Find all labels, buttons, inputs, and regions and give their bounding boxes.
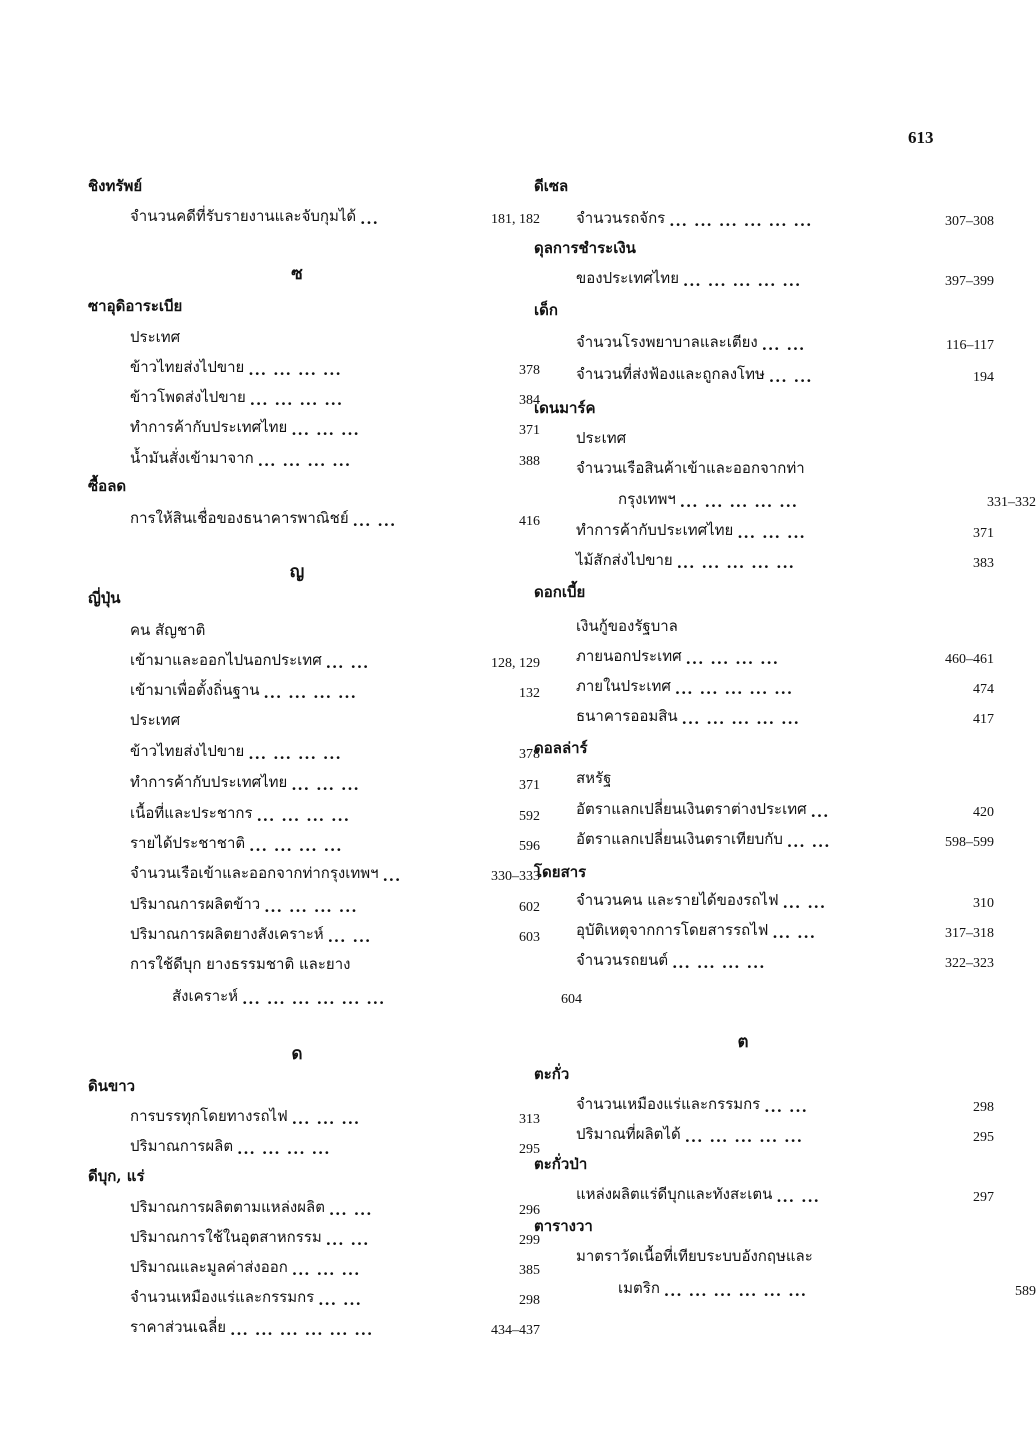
index-entry <box>534 1116 994 1146</box>
index-entry <box>88 978 582 1008</box>
section-letter: ซ <box>291 264 303 284</box>
entry-text: ตะกั่วป่า <box>534 1155 588 1173</box>
leader-dots: ... ... ... ... <box>685 650 779 668</box>
page-reference: 307–308 <box>945 214 994 229</box>
page-reference: 298 <box>519 1293 540 1308</box>
entry-text: จำนวนที่ส่งฟ้องและถูกลงโทษ <box>576 365 765 383</box>
entry-text: อัตราแลกเปลี่ยนเงินตราเทียบกับ <box>576 830 783 848</box>
index-heading <box>88 580 498 610</box>
entry-text: อัตราแลกเปลี่ยนเงินตราต่างประเทศ <box>576 800 807 818</box>
leader-dots: ... ... <box>786 833 831 851</box>
page-number: 613 <box>908 128 934 147</box>
entry-text: เงินกู้ของรัฐบาล <box>576 617 678 635</box>
index-entry <box>88 379 540 409</box>
entry-text: จำนวนเหมืองแร่และกรรมกร <box>130 1288 315 1306</box>
entry-text: ทำการค้ากับประเทศไทย <box>130 773 288 791</box>
leader-dots: ... ... ... ... <box>249 391 344 409</box>
page-reference: 474 <box>973 682 994 697</box>
page-reference: 132 <box>519 686 540 701</box>
page-reference: 322–323 <box>945 956 994 971</box>
index-heading <box>534 730 952 760</box>
leader-dots: ... ... ... ... ... ... <box>242 990 386 1008</box>
index-entry <box>534 450 994 480</box>
page-reference: 604 <box>561 992 582 1007</box>
leader-dots: ... ... <box>327 928 372 946</box>
index-entry <box>88 612 540 642</box>
page-reference: 317–318 <box>945 926 994 941</box>
entry-text: ปริมาณการใช้ในอุตสาหกรรม <box>130 1228 322 1246</box>
entry-text: จำนวนคดีที่รับรายงานและจับกุมได้ <box>130 207 357 225</box>
leader-dots: ... ... <box>764 1098 808 1116</box>
index-heading <box>88 288 498 318</box>
index-entry <box>88 946 540 976</box>
entry-text: เนื้อที่และประชากร <box>130 804 253 822</box>
index-heading <box>534 230 952 260</box>
entry-text: ดินขาว <box>88 1077 136 1095</box>
leader-dots: ... ... <box>782 894 827 912</box>
leader-dots: ... ... ... ... ... ... <box>663 1282 808 1300</box>
entry-text: จำนวนคน และรายได้ของรถไฟ <box>576 891 779 909</box>
index-entry <box>534 760 994 790</box>
index-entry <box>88 733 540 763</box>
entry-text: จำนวนรถจักร <box>576 209 666 227</box>
index-entry <box>534 356 994 386</box>
index-entry <box>88 886 540 916</box>
entry-text: ทำการค้ากับประเทศไทย <box>576 521 734 539</box>
entry-text: สังเคราะห์ <box>172 987 239 1005</box>
entry-text: ประเทศ <box>576 429 627 447</box>
leader-dots: ... ... ... <box>291 776 360 794</box>
leader-dots: ... ... ... ... <box>249 837 343 855</box>
page-reference: 420 <box>973 805 994 820</box>
leader-dots: ... <box>382 867 402 885</box>
entry-text: ทำการค้ากับประเทศไทย <box>130 418 288 436</box>
entry-text: การใช้ดีบุก ยางธรรมชาติ และยาง <box>130 955 351 973</box>
entry-text: กรุงเทพฯ <box>618 490 676 508</box>
index-heading <box>534 168 952 198</box>
leader-dots: ... ... ... ... ... <box>674 680 794 698</box>
entry-text: เมตริก <box>618 1279 660 1297</box>
leader-dots: ... ... ... ... ... <box>684 1128 803 1146</box>
entry-text: ปริมาณการผลิตตามแหล่งผลิต <box>130 1198 325 1216</box>
index-entry <box>534 698 994 728</box>
page-reference: 296 <box>519 1203 540 1218</box>
page-reference: 298 <box>973 1100 994 1115</box>
entry-text: ดีบุก, แร่ <box>88 1167 145 1185</box>
index-entry <box>534 1176 994 1206</box>
entry-text: ข้าวโพดส่งไปขาย <box>130 388 246 406</box>
page-reference: 371 <box>973 526 994 541</box>
leader-dots: ... ... ... <box>291 1261 361 1279</box>
index-entry <box>534 912 994 942</box>
entry-text: ดุลการชำระเงิน <box>534 239 636 257</box>
index-entry <box>534 324 994 354</box>
entry-text: จำนวนเรือสินค้าเข้าและออกจากท่า <box>576 459 805 477</box>
page-reference: 116–117 <box>946 338 994 353</box>
index-entry <box>88 409 540 439</box>
page-reference: 592 <box>519 809 540 824</box>
index-entry <box>88 795 540 825</box>
page-reference: 388 <box>519 454 540 469</box>
entry-text: ภายนอกประเทศ <box>576 647 682 665</box>
index-entry <box>534 668 994 698</box>
entry-text: จำนวนโรงพยาบาลและเตียง <box>576 333 758 351</box>
leader-dots: ... ... ... ... ... <box>682 272 802 290</box>
leader-dots: ... ... <box>776 1188 820 1206</box>
index-heading <box>88 468 498 498</box>
page-reference: 295 <box>519 1142 540 1157</box>
index-entry <box>534 821 994 851</box>
index-heading <box>88 1158 498 1188</box>
page-reference: 299 <box>519 1233 540 1248</box>
entry-text: จำนวนเหมืองแร่และกรรมกร <box>576 1095 761 1113</box>
leader-dots: ... ... <box>768 368 813 386</box>
leader-dots: ... ... ... ... <box>248 361 342 379</box>
entry-text: ซื้อลด <box>88 477 127 495</box>
leader-dots: ... <box>360 210 379 228</box>
page-reference: 460–461 <box>945 652 994 667</box>
index-entry <box>88 672 540 702</box>
index-entry <box>534 1086 994 1116</box>
index-entry <box>534 512 994 542</box>
index-entry <box>88 1098 540 1128</box>
leader-dots: ... ... ... ... ... ... <box>230 1321 374 1339</box>
page-reference: 128, 129 <box>491 656 540 671</box>
index-heading <box>534 1208 952 1238</box>
entry-text: ข้าวไทยส่งไปขาย <box>130 358 245 376</box>
entry-text: การให้สินเชื่อของธนาคารพาณิชย์ <box>130 509 349 527</box>
leader-dots: ... ... <box>328 1201 373 1219</box>
index-entry <box>534 1270 1036 1300</box>
page-reference: 310 <box>973 896 994 911</box>
index-entry <box>88 855 540 885</box>
entry-text: ปริมาณที่ผลิตได้ <box>576 1125 681 1143</box>
page-reference: 602 <box>519 900 540 915</box>
leader-dots: ... ... ... ... <box>264 898 358 916</box>
entry-text: อุบัติเหตุจากการโดยสารรถไฟ <box>576 921 769 939</box>
leader-dots: ... ... ... ... <box>257 452 352 470</box>
entry-text: ดอกเบี้ย <box>534 583 586 601</box>
page-reference: 598–599 <box>945 835 994 850</box>
entry-text: เข้ามาและออกไปนอกประเทศ <box>130 651 322 669</box>
leader-dots: ... ... ... ... <box>237 1140 331 1158</box>
index-heading <box>534 390 952 420</box>
leader-dots: ... <box>810 803 830 821</box>
page-reference: 297 <box>973 1190 994 1205</box>
entry-text: จำนวนรถยนต์ <box>576 951 669 969</box>
index-entry <box>88 642 540 672</box>
entry-text: ปริมาณการผลิตยางสังเคราะห์ <box>130 925 324 943</box>
entry-text: ญี่ปุ่น <box>88 589 121 607</box>
page-reference: 434–437 <box>491 1323 540 1338</box>
page-reference: 378 <box>519 363 540 378</box>
index-entry <box>88 1189 540 1219</box>
leader-dots: ... ... ... ... ... <box>679 493 799 511</box>
index-entry <box>88 1279 540 1309</box>
index-entry <box>534 542 994 572</box>
entry-text: จำนวนเรือเข้าและออกจากท่ากรุงเทพฯ <box>130 864 379 882</box>
index-entry <box>88 1128 540 1158</box>
leader-dots: ... ... ... <box>291 421 360 439</box>
leader-dots: ... ... <box>352 512 397 530</box>
leader-dots: ... ... ... ... <box>256 807 350 825</box>
leader-dots: ... ... ... ... ... <box>676 554 795 572</box>
leader-dots: ... ... <box>318 1291 362 1309</box>
index-heading <box>534 574 952 604</box>
index-entry <box>88 1309 540 1339</box>
index-entry <box>88 702 540 732</box>
leader-dots: ... ... <box>325 1231 370 1249</box>
entry-text: ปริมาณและมูลค่าส่งออก <box>130 1258 288 1276</box>
index-heading <box>534 854 952 884</box>
entry-text: ปริมาณการผลิต <box>130 1137 234 1155</box>
entry-text: มาตราวัดเนื้อที่เทียบระบบอังกฤษและ <box>576 1247 813 1265</box>
page-reference: 313 <box>519 1112 540 1127</box>
entry-text: คน สัญชาติ <box>130 621 206 639</box>
page-reference: 378 <box>519 747 540 762</box>
leader-dots: ... ... ... <box>737 524 806 542</box>
entry-text: ดีเซล <box>534 177 569 195</box>
entry-text: แหล่งผลิตแร่ดีบุกและทังสะเตน <box>576 1185 773 1203</box>
index-heading <box>534 1056 952 1086</box>
page-reference: 331–332 <box>987 495 1036 510</box>
index-entry <box>88 825 540 855</box>
section-letter: ต <box>737 1032 749 1052</box>
index-heading <box>88 1068 498 1098</box>
page-reference: 384 <box>519 393 540 408</box>
entry-text: รายได้ประชาชาติ <box>130 834 246 852</box>
entry-text: ดอลล่าร์ <box>534 739 588 757</box>
index-heading <box>88 168 498 198</box>
entry-text: เข้ามาเพื่อตั้งถิ่นฐาน <box>130 681 260 699</box>
leader-dots: ... ... <box>761 336 806 354</box>
page-reference: 385 <box>519 1263 540 1278</box>
entry-text: ธนาคารออมสิน <box>576 707 678 725</box>
index-entry <box>534 200 994 230</box>
leader-dots: ... ... ... <box>291 1110 361 1128</box>
index-entry <box>534 638 994 668</box>
entry-text: ไม้สักส่งไปขาย <box>576 551 673 569</box>
page-reference: 589 <box>1015 1284 1036 1299</box>
entry-text: สหรัฐ <box>576 769 612 787</box>
index-entry <box>534 942 994 972</box>
index-entry <box>534 608 994 638</box>
entry-text: ประเทศ <box>130 711 181 729</box>
index-entry <box>88 198 540 228</box>
index-entry <box>88 764 540 794</box>
page-reference: 417 <box>973 712 994 727</box>
page-reference: 371 <box>519 423 540 438</box>
entry-text: ชิงทรัพย์ <box>88 177 143 195</box>
leader-dots: ... ... ... ... ... ... <box>669 212 813 230</box>
index-entry <box>88 319 540 349</box>
index-heading <box>534 1146 952 1176</box>
entry-text: ประเทศ <box>130 328 181 346</box>
entry-text: น้ำมันสั่งเข้ามาจาก <box>130 449 254 467</box>
index-entry <box>534 791 994 821</box>
entry-text: ภายในประเทศ <box>576 677 671 695</box>
entry-text: ราคาส่วนเฉลี่ย <box>130 1318 227 1336</box>
index-entry <box>88 1219 540 1249</box>
entry-text: ตารางวา <box>534 1217 593 1235</box>
entry-text: เดนมาร์ค <box>534 399 596 417</box>
leader-dots: ... ... <box>325 654 370 672</box>
index-entry <box>534 1238 994 1268</box>
entry-text: เด็ก <box>534 301 558 319</box>
leader-dots: ... ... ... ... <box>263 684 357 702</box>
page-reference: 397–399 <box>945 274 994 289</box>
index-entry <box>88 349 540 379</box>
index-entry <box>534 420 994 450</box>
section-letter: ญ <box>289 562 305 582</box>
page-reference: 383 <box>973 556 994 571</box>
entry-text: ปริมาณการผลิตข้าว <box>130 895 261 913</box>
page-reference: 596 <box>519 839 540 854</box>
entry-text: ของประเทศไทย <box>576 269 679 287</box>
index-heading <box>534 292 952 322</box>
entry-text: ตะกั่ว <box>534 1065 570 1083</box>
index-entry <box>88 500 540 530</box>
entry-text: ข้าวไทยส่งไปขาย <box>130 742 245 760</box>
page-reference: 371 <box>519 778 540 793</box>
page-reference: 416 <box>519 514 540 529</box>
page-reference: 330–333 <box>491 869 540 884</box>
page-reference: 194 <box>973 370 994 385</box>
index-entry <box>88 440 540 470</box>
entry-text: ซาอุดิอาระเบีย <box>88 297 183 315</box>
leader-dots: ... ... ... ... <box>248 745 342 763</box>
page-reference: 295 <box>973 1130 994 1145</box>
page-reference: 181, 182 <box>491 212 540 227</box>
entry-text: โดยสาร <box>534 863 587 881</box>
index-entry <box>534 882 994 912</box>
entry-text: การบรรทุกโดยทางรถไฟ <box>130 1107 288 1125</box>
index-entry <box>534 481 1036 511</box>
leader-dots: ... ... ... ... ... <box>681 710 800 728</box>
page-reference: 603 <box>519 930 540 945</box>
index-entry <box>88 916 540 946</box>
index-entry <box>88 1249 540 1279</box>
leader-dots: ... ... ... ... <box>672 954 766 972</box>
section-letter: ด <box>291 1044 303 1064</box>
index-entry <box>534 260 994 290</box>
leader-dots: ... ... <box>772 924 816 942</box>
